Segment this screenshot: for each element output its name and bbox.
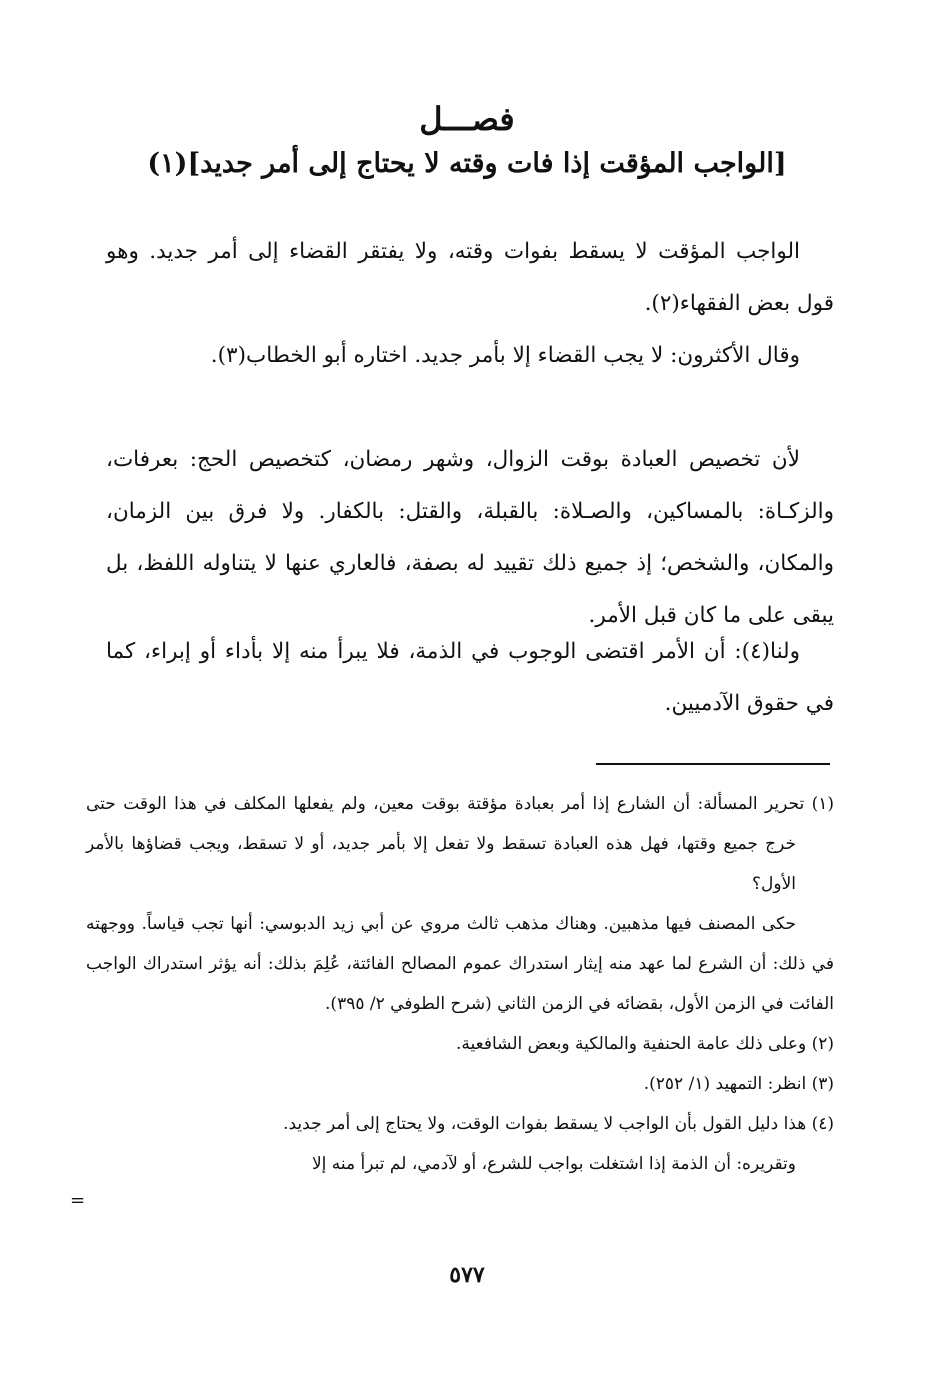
main-text	[106, 226, 834, 330]
footnotes	[86, 784, 834, 1184]
paragraph: لأن تخصيص العبادة بوقت الزوال، وشهر رمضان، كتخصيص الحج: بعرفات، والزكـاة: بالمساكين، والصـلاة: بالقبلة، والقتل: بالكفار. ولا فرق بين الزمان، والمكان، والشخص؛ إذ جميع ذلك تقييد له بصفة، فالعاري عنها لا يتناوله اللفظ، بل يبقى على ما كان قبل الأمر.	[106, 447, 834, 628]
footnote: وتقريره: أن الذمة إذا اشتغلت بواجب للشرع، أو لآدمي، لم تبرأ منه إلا	[311, 1154, 796, 1174]
section-title: [الواجب المؤقت إذا فات وقته لا يحتاج إلى أمر جديد](١)	[147, 148, 787, 179]
footnote-separator	[596, 763, 830, 765]
main-text	[106, 330, 834, 382]
paragraph: الواجب المؤقت لا يسقط بفوات وقته، ولا يفتقر القضاء إلى أمر جديد. وهو قول بعض الفقهاء(٢).	[106, 239, 834, 316]
main-text	[106, 626, 834, 730]
paragraph: وقال الأكثرون: لا يجب القضاء إلا بأمر جديد. اختاره أبو الخطاب(٣).	[210, 343, 800, 368]
footnote: (٤) هذا دليل القول بأن الواجب لا يسقط بفوات الوقت، ولا يحتاج إلى أمر جديد.	[283, 1114, 834, 1134]
footnote: حكى المصنف فيها مذهبين. وهناك مذهب ثالث مروي عن أبي زيد الدبوسي: أنها تجب قياساً. ووجهته في ذلك: أن الشرع لما عهد منه إيثار استدراك عموم المصالح الفائتة، عُلِمَ بذلك: أنه يؤثر استدراك الواجب الفائت في الزمن الأول، بقضائه في الزمن الثاني (شرح الطوفي ٢/ ٣٩٥).	[86, 914, 834, 1014]
footnote: (٣) انظر: التمهيد (١/ ٢٥٢).	[643, 1074, 834, 1094]
footnote: (١) تحرير المسألة: أن الشارع إذا أمر بعبادة مؤقتة بوقت معين، ولم يفعلها المكلف في هذا الوقت حتى خرج جميع وقتها، فهل هذه العبادة تسقط ولا تفعل إلا بأمر جديد، أو لا تسقط، ويجب قضاؤها بالأمر الأول؟	[86, 794, 834, 894]
footnote: (٢) وعلى ذلك عامة الحنفية والمالكية وبعض الشافعية.	[456, 1034, 834, 1054]
chapter-title: فصـــل	[419, 100, 515, 138]
page-number: ٥٧٧	[449, 1262, 485, 1288]
continuation-mark: =	[70, 1190, 86, 1211]
paragraph: ولنا(٤): أن الأمر اقتضى الوجوب في الذمة، فلا يبرأ منه إلا بأداء أو إبراء، كما في حقوق الآدميين.	[106, 639, 834, 716]
main-text	[106, 434, 834, 642]
